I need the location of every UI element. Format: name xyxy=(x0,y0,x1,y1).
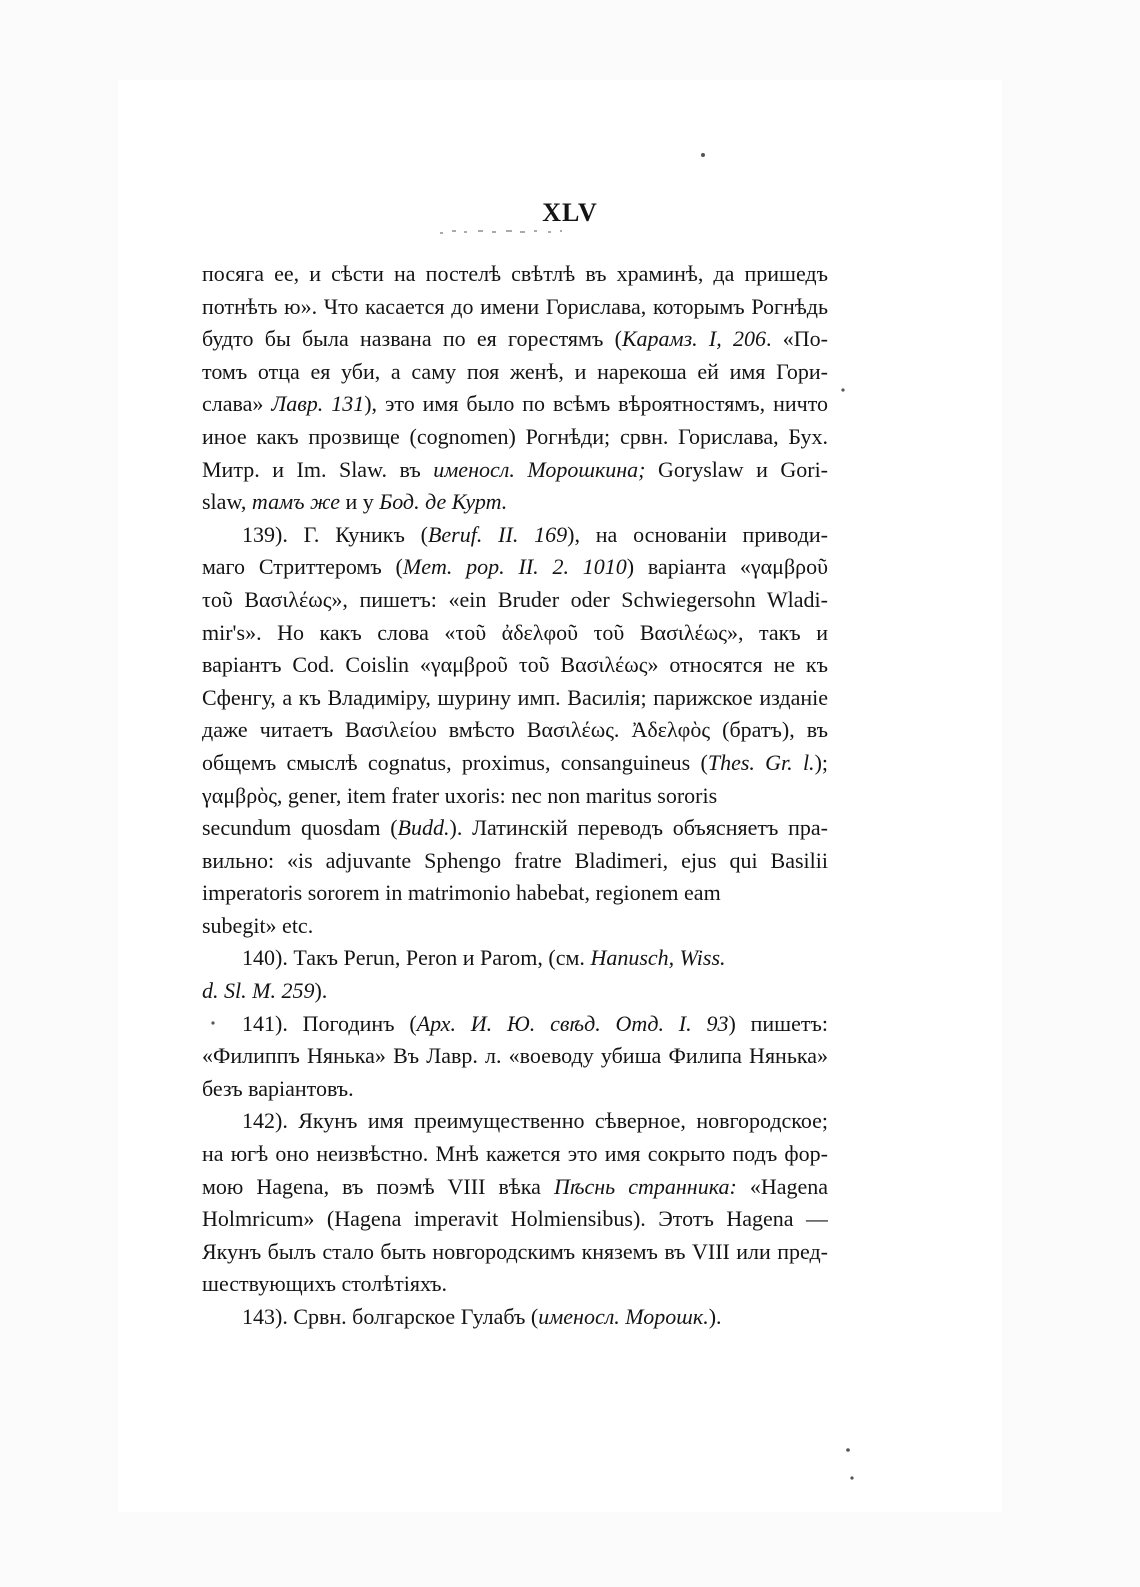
citation: Budd. xyxy=(397,815,450,841)
text-run: 140). Такъ Perun, Peron и Parom, (см. xyxy=(242,945,591,971)
citation: именосл. Морошк. xyxy=(538,1304,709,1329)
citation: Бод. де Курт. xyxy=(379,489,508,515)
text-line xyxy=(202,421,828,454)
text-run: γαμβρὸς, gener, item frater uxoris: nec non maritus sororis xyxy=(202,782,718,808)
text-line xyxy=(202,323,828,356)
text-run: 142). Якунъ имя преимущественно сѣверное, новгородское; xyxy=(242,1108,828,1134)
text-run: Holmricum» (Hagena imperavit Holmiensibus). Этотъ Hagena — xyxy=(202,1206,828,1232)
text-line xyxy=(202,617,828,650)
note-140 xyxy=(202,942,828,975)
text-run: шествующихъ столѣтіяхъ. xyxy=(202,1271,448,1297)
text-run: слава» xyxy=(202,391,272,417)
text-run: Якунъ былъ стало быть новгородскимъ княземъ въ VIII или пред- xyxy=(202,1238,828,1264)
text-line xyxy=(202,1268,828,1301)
text-run: subegit» etc. xyxy=(202,912,314,938)
text-run: mir's». Но какъ слова «τοῦ ἀδελφοῦ τοῦ Βασιλέως», такъ и xyxy=(202,619,828,645)
text-run: общемъ смыслѣ cognatus, proximus, consanguineus ( xyxy=(202,749,708,775)
text-run: ). xyxy=(314,978,328,1004)
text-line xyxy=(202,682,828,715)
text-run: ) варіанта «γαμβροῦ xyxy=(626,554,828,580)
text-run: вильно: «is adjuvante Sphengo fratre Bladimeri, ejus qui Basilii xyxy=(202,847,828,873)
text-run: ), на основаніи приводи- xyxy=(567,521,828,547)
citation: Thes. Gr. l. xyxy=(707,749,815,775)
text-run: 139). Г. Куникъ ( xyxy=(242,521,428,547)
text-run: ) пишетъ: xyxy=(728,1010,828,1036)
text-run: посяга ее, и сѣсти на постелѣ свѣтлѣ въ храминѣ, да пришедъ xyxy=(202,261,828,286)
text-run: и у xyxy=(339,489,380,515)
citation: d. Sl. M. 259 xyxy=(202,978,315,1004)
text-run: варіантъ Cod. Coislin «γαμβροῦ τοῦ Βασιλέως» относятся не къ xyxy=(202,652,828,678)
text-run: secundum quosdam ( xyxy=(202,815,398,841)
note-141 xyxy=(202,1008,828,1041)
text-run: imperatoris sororem in matrimonio habebat, regionem eam xyxy=(202,880,721,906)
citation: Hanusch, Wiss. xyxy=(590,945,726,971)
citation: Лавр. 131 xyxy=(271,391,365,417)
text-line xyxy=(202,812,828,845)
text-run: иное какъ прозвище (cognomen) Рогнѣди; срвн. Горислава, Бух. xyxy=(202,423,828,449)
citation: именосл. Морошкина; xyxy=(433,456,646,482)
citation: Пѣснь странника: xyxy=(553,1173,737,1199)
citation: Карамз. I, 206 xyxy=(621,326,767,352)
text-line xyxy=(202,356,828,389)
page-number: XLV xyxy=(542,198,598,227)
note-139 xyxy=(202,519,828,552)
text-run: маго Стриттеромъ ( xyxy=(202,554,403,580)
citation: Арх. И. Ю. свѣд. Отд. I. 93 xyxy=(416,1010,729,1036)
text-line xyxy=(202,486,828,519)
text-line xyxy=(202,845,828,878)
text-run: «Hagena xyxy=(736,1173,828,1199)
text-run: на югѣ оно неизвѣстно. Мнѣ кажется это имя сокрыто подъ фор- xyxy=(202,1141,828,1167)
text-line xyxy=(202,1138,828,1171)
citation: тамъ же xyxy=(251,489,340,515)
note-143 xyxy=(202,1301,828,1334)
text-line xyxy=(202,388,828,421)
text-run: безъ варіантовъ. xyxy=(202,1075,354,1101)
text-line xyxy=(202,877,828,910)
text-line xyxy=(202,1171,828,1204)
text-run: даже читаетъ Βασιλείου вмѣсто Βασιλέως. Ἀδελφὸς (братъ), въ xyxy=(202,717,828,743)
citation: Mem. pop. II. 2. 1010 xyxy=(402,554,627,580)
text-run: slaw, xyxy=(202,489,252,515)
text-run: потнѣть ю». Что касается до имени Горислава, которымъ Рогнѣдь xyxy=(202,293,828,319)
text-run: Сфенгу, а къ Владиміру, шурину имп. Василія; парижское изданіе xyxy=(202,684,828,710)
text-line xyxy=(202,258,828,291)
text-run: . «По- xyxy=(766,326,828,352)
text-run: Goryslaw и Gori- xyxy=(645,456,828,482)
text-run: «Филиппъ Нянька» Въ Лавр. л. «воеводу убиша Филипа Нянька» xyxy=(202,1043,828,1069)
text-run: 143). Срвн. болгарское Гулабъ ( xyxy=(242,1304,539,1329)
text-line xyxy=(202,291,828,324)
text-line xyxy=(202,747,828,780)
text-line xyxy=(202,910,828,943)
text-line xyxy=(202,975,828,1008)
text-line xyxy=(202,780,828,813)
text-run: ); xyxy=(814,749,828,775)
text-run: ), это имя было по всѣмъ вѣроятностямъ, ничто xyxy=(364,391,828,417)
note-142 xyxy=(202,1105,828,1138)
text-run: 141). Погодинъ ( xyxy=(242,1010,417,1036)
text-run: ). xyxy=(708,1304,722,1329)
text-line xyxy=(202,551,828,584)
text-line xyxy=(202,1203,828,1236)
text-run: мою Hagena, въ поэмѣ VIII вѣка xyxy=(202,1173,554,1199)
citation: Beruf. II. 169 xyxy=(427,521,568,547)
text-line xyxy=(202,584,828,617)
text-run: ). Латинскій переводъ объясняетъ пра- xyxy=(449,815,828,841)
text-run: будто бы была названа по ея горестямъ ( xyxy=(202,326,622,352)
text-line xyxy=(202,1236,828,1269)
text-line xyxy=(202,1040,828,1073)
text-line xyxy=(202,454,828,487)
text-line xyxy=(202,1073,828,1106)
text-line xyxy=(202,714,828,747)
text-run: Митр. и Im. Slaw. въ xyxy=(202,456,434,482)
text-run: томъ отца ея уби, а саму поя женѣ, и нарекоша ей имя Гори- xyxy=(202,358,828,384)
page-body xyxy=(202,258,828,1334)
text-line xyxy=(202,649,828,682)
text-run: τοῦ Βασιλέως», пишетъ: «ein Bruder oder Schwiegersohn Wladi- xyxy=(202,586,828,612)
